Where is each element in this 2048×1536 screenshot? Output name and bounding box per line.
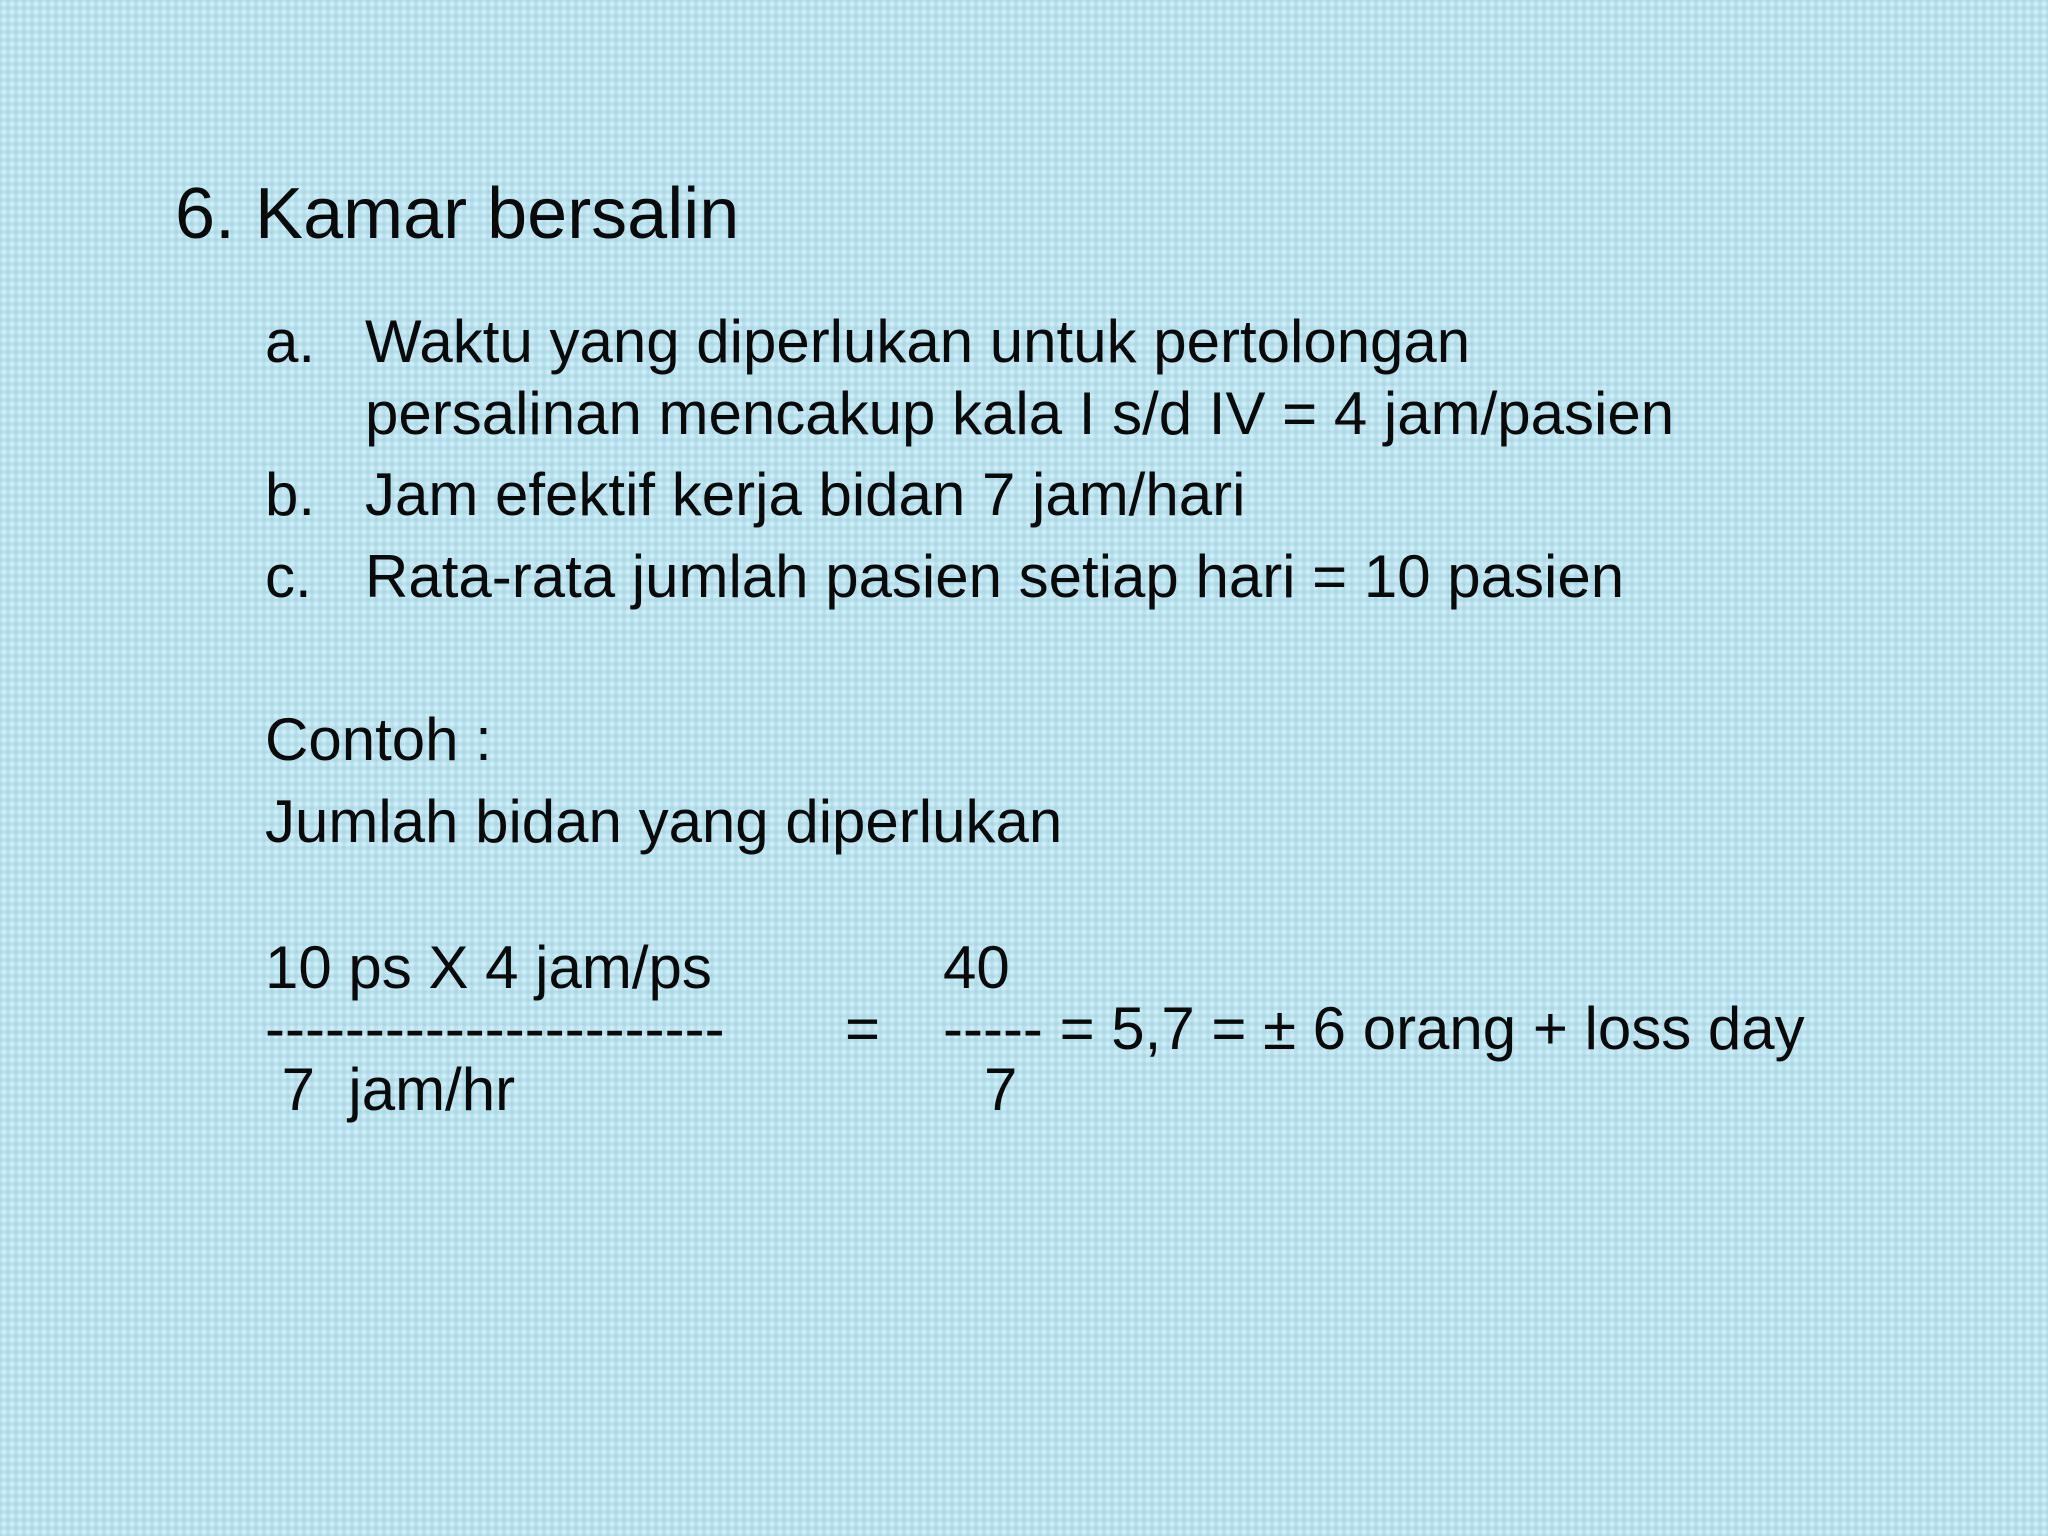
formula-result-numerator: 40 bbox=[943, 934, 1010, 1001]
list-item-text bbox=[365, 541, 1624, 613]
formula-fraction-line: ----------------------- bbox=[265, 995, 725, 1062]
list-item-line: Waktu yang diperlukan untuk pertolongan bbox=[365, 308, 1471, 375]
formula-numerator: 10 ps X 4 jam/ps bbox=[265, 934, 712, 1001]
example-description: Jumlah bidan yang diperlukan bbox=[265, 788, 1063, 855]
formula-result-line: ----- = 5,7 = ± 6 orang + loss day bbox=[943, 995, 1805, 1062]
list-marker: a. bbox=[265, 308, 316, 375]
list-marker: b. bbox=[265, 461, 316, 528]
example-label: Contoh : bbox=[265, 706, 492, 773]
list-item-text bbox=[365, 459, 1245, 531]
slide-title: 6. Kamar bersalin bbox=[175, 174, 740, 254]
list-item-line: Rata-rata jumlah pasien setiap hari = 10 pasien bbox=[365, 543, 1625, 610]
list-marker: c. bbox=[265, 543, 312, 610]
list-item-line: persalinan mencakup kala I s/d IV = 4 jam/pasien bbox=[365, 380, 1675, 447]
list-item-line: Jam efektif kerja bidan 7 jam/hari bbox=[365, 461, 1246, 528]
formula-denominator: 7 jam/hr bbox=[265, 1056, 516, 1123]
formula-result-denominator: 7 bbox=[984, 1056, 1018, 1123]
list-item-text bbox=[365, 306, 1674, 450]
formula-equals: = bbox=[845, 995, 881, 1062]
